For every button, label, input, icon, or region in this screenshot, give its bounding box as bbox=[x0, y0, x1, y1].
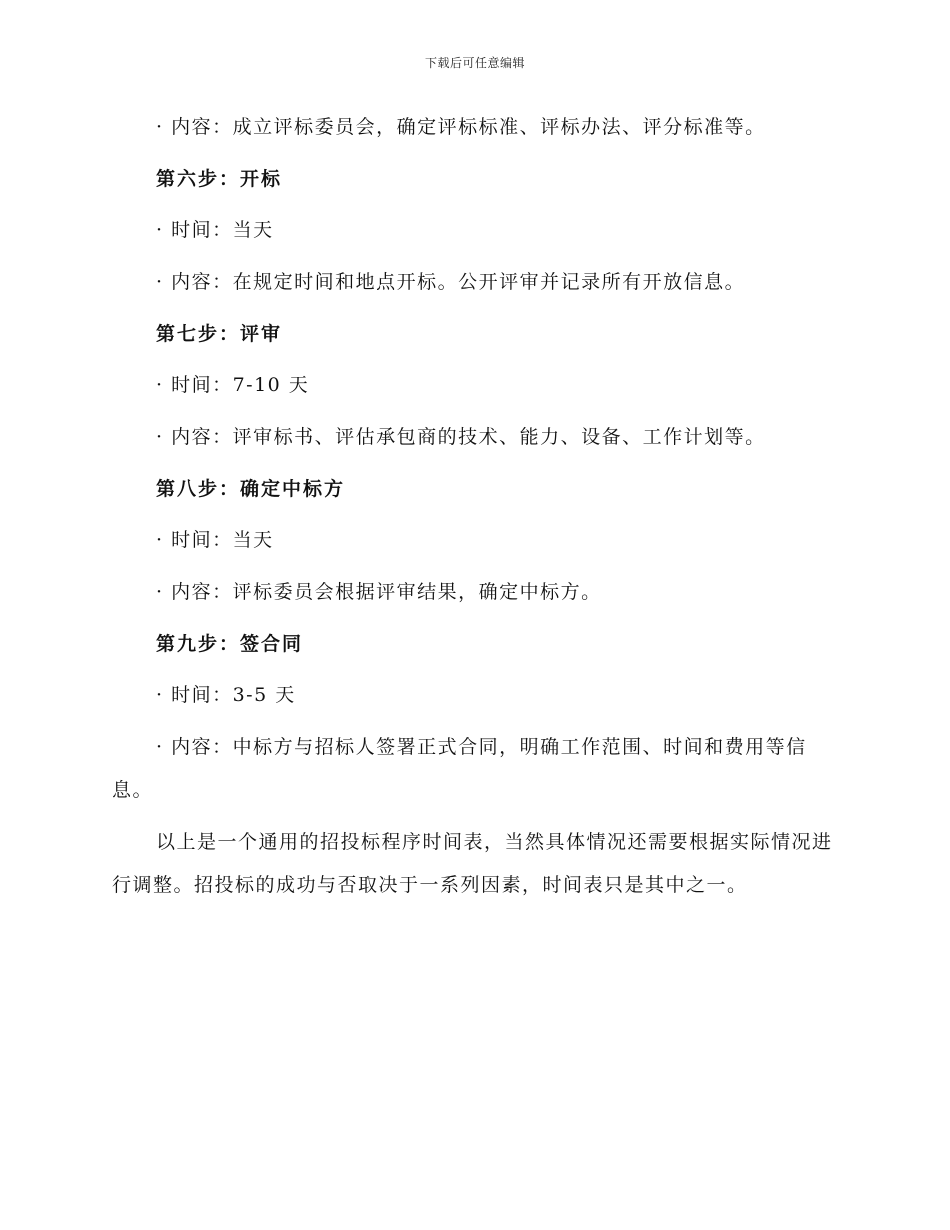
contract-paragraph: · 内容：中标方与招标人签署正式合同，明确工作范围、时间和费用等信息。 bbox=[112, 736, 807, 801]
step-heading: 第六步：开标 bbox=[156, 168, 283, 190]
bullet-line: · 内容：在规定时间和地点开标。公开评审并记录所有开放信息。 bbox=[156, 271, 746, 293]
step-heading: 第八步：确定中标方 bbox=[156, 478, 346, 500]
bullet-line: · 时间：当天 bbox=[156, 219, 274, 241]
summary-paragraph: 以上是一个通用的招投标程序时间表，当然具体情况还需要根据实际情况进行调整。招投标的成功与否取决于一系列因素，时间表只是其中之一。 bbox=[112, 831, 833, 896]
bullet-line: · 内容：评标委员会根据评审结果，确定中标方。 bbox=[156, 581, 602, 603]
bullet-line: · 时间：3-5 天 bbox=[156, 684, 296, 706]
bullet-line: · 时间：当天 bbox=[156, 529, 274, 551]
step-heading: 第七步：评审 bbox=[156, 323, 283, 345]
bullet-line: · 时间：7-10 天 bbox=[156, 374, 310, 396]
step-heading: 第九步：签合同 bbox=[156, 633, 304, 655]
bullet-line: · 内容：评审标书、评估承包商的技术、能力、设备、工作计划等。 bbox=[156, 426, 766, 448]
bullet-line: · 内容：成立评标委员会，确定评标标准、评标办法、评分标准等。 bbox=[156, 116, 766, 138]
page-header: 下载后可任意编辑 bbox=[424, 56, 525, 70]
